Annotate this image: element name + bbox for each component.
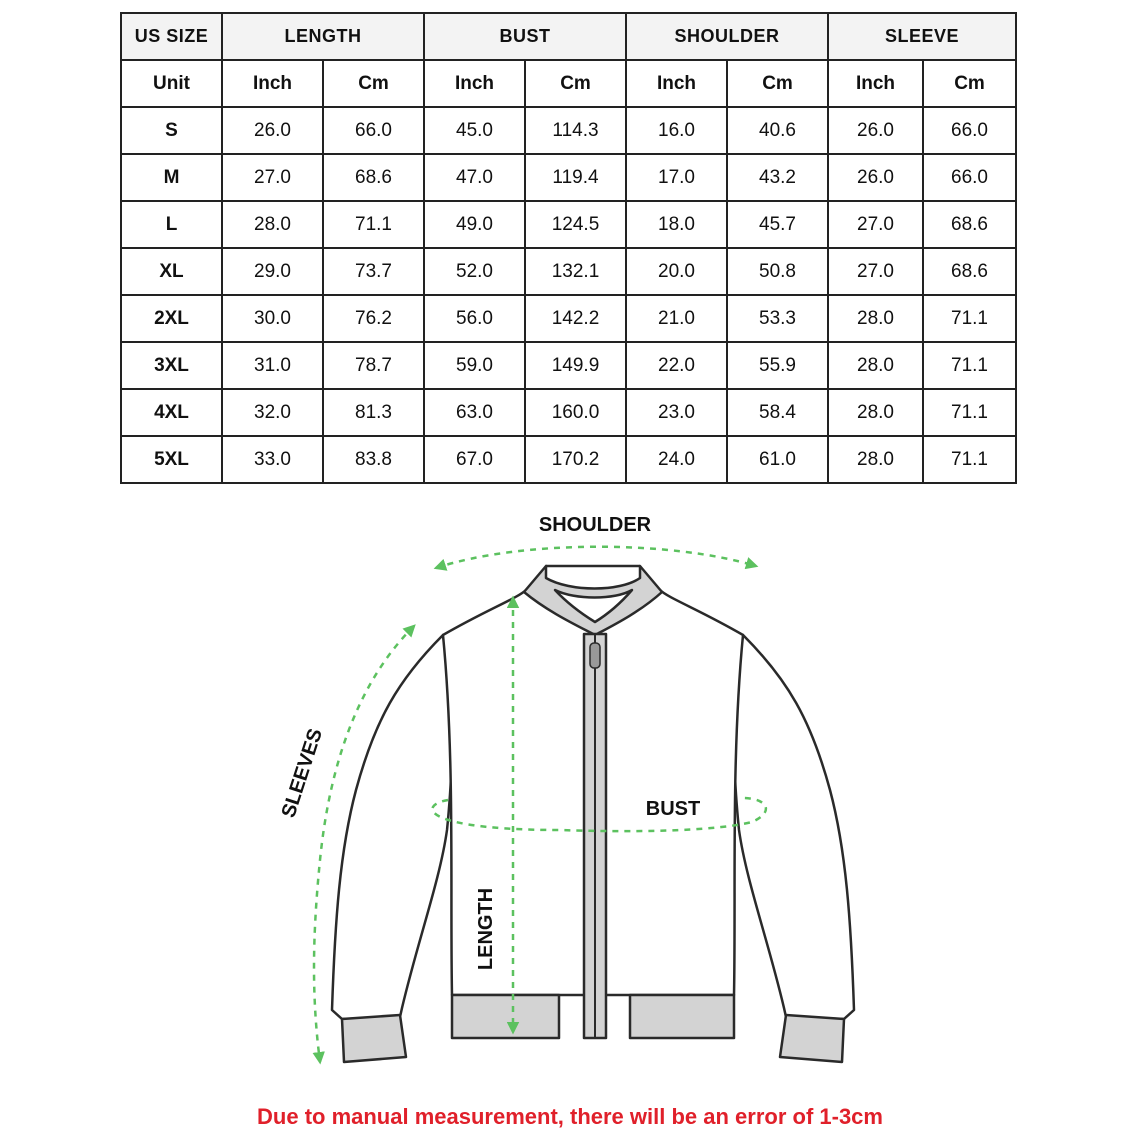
length-label: LENGTH — [475, 887, 497, 971]
size-cell: 4XL — [121, 389, 222, 436]
measurement-cell: 28.0 — [828, 389, 923, 436]
sleeves-label: SLEEVES — [277, 725, 328, 821]
size-cell: 3XL — [121, 342, 222, 389]
measurement-cell: 61.0 — [727, 436, 828, 483]
measurement-cell: 26.0 — [222, 107, 323, 154]
unit-cell: Inch — [222, 60, 323, 107]
measurement-cell: 28.0 — [828, 436, 923, 483]
measurement-cell: 40.6 — [727, 107, 828, 154]
measurement-cell: 66.0 — [923, 154, 1016, 201]
measurement-cell: 27.0 — [828, 201, 923, 248]
measurement-cell: 29.0 — [222, 248, 323, 295]
header-us-size: US SIZE — [121, 13, 222, 60]
unit-cell: Inch — [626, 60, 727, 107]
measurement-cell: 56.0 — [424, 295, 525, 342]
size-cell: S — [121, 107, 222, 154]
measurement-cell: 52.0 — [424, 248, 525, 295]
measurement-cell: 71.1 — [923, 389, 1016, 436]
measurement-cell: 22.0 — [626, 342, 727, 389]
measurement-cell: 32.0 — [222, 389, 323, 436]
measurement-cell: 83.8 — [323, 436, 424, 483]
measurement-cell: 68.6 — [323, 154, 424, 201]
measurement-cell: 27.0 — [222, 154, 323, 201]
bust-label: BUST — [645, 798, 701, 820]
measurement-cell: 63.0 — [424, 389, 525, 436]
header-sleeve: SLEEVE — [828, 13, 1016, 60]
right-sleeve — [734, 635, 854, 1019]
right-cuff — [780, 1015, 844, 1062]
measurement-cell: 17.0 — [626, 154, 727, 201]
size-cell: M — [121, 154, 222, 201]
measurement-cell: 28.0 — [222, 201, 323, 248]
unit-cell: Cm — [525, 60, 626, 107]
measurement-cell: 53.3 — [727, 295, 828, 342]
measurement-cell: 71.1 — [923, 295, 1016, 342]
measurement-cell: 124.5 — [525, 201, 626, 248]
unit-cell: Inch — [424, 60, 525, 107]
measurement-cell: 45.7 — [727, 201, 828, 248]
right-waistband — [630, 995, 734, 1038]
measurement-cell: 76.2 — [323, 295, 424, 342]
measurement-cell: 71.1 — [923, 342, 1016, 389]
measurement-cell: 114.3 — [525, 107, 626, 154]
measurement-cell: 73.7 — [323, 248, 424, 295]
measurement-cell: 50.8 — [727, 248, 828, 295]
measurement-cell: 71.1 — [323, 201, 424, 248]
measurement-cell: 31.0 — [222, 342, 323, 389]
size-cell: XL — [121, 248, 222, 295]
measurement-cell: 26.0 — [828, 107, 923, 154]
left-sleeve — [332, 635, 452, 1019]
size-cell: 2XL — [121, 295, 222, 342]
measurement-cell: 119.4 — [525, 154, 626, 201]
measurement-cell: 58.4 — [727, 389, 828, 436]
measurement-cell: 27.0 — [828, 248, 923, 295]
measurement-cell: 66.0 — [923, 107, 1016, 154]
measurement-cell: 28.0 — [828, 342, 923, 389]
shoulder-label: SHOULDER — [538, 514, 652, 536]
jacket-illustration — [332, 566, 854, 1062]
measurement-cell: 71.1 — [923, 436, 1016, 483]
size-cell: 5XL — [121, 436, 222, 483]
measurement-error-note: Due to manual measurement, there will be an error of 1-3cm — [257, 1104, 883, 1129]
header-bust: BUST — [424, 13, 626, 60]
header-shoulder: SHOULDER — [626, 13, 828, 60]
measurement-cell: 24.0 — [626, 436, 727, 483]
measurement-cell: 142.2 — [525, 295, 626, 342]
measurement-cell: 45.0 — [424, 107, 525, 154]
measurement-cell: 16.0 — [626, 107, 727, 154]
unit-label: Unit — [121, 60, 222, 107]
measurement-cell: 47.0 — [424, 154, 525, 201]
measurement-cell: 23.0 — [626, 389, 727, 436]
measurement-cell: 28.0 — [828, 295, 923, 342]
measurement-cell: 26.0 — [828, 154, 923, 201]
measurement-cell: 20.0 — [626, 248, 727, 295]
measurement-cell: 78.7 — [323, 342, 424, 389]
measurement-cell: 160.0 — [525, 389, 626, 436]
unit-cell: Cm — [727, 60, 828, 107]
measurement-cell: 55.9 — [727, 342, 828, 389]
measurement-cell: 68.6 — [923, 248, 1016, 295]
measurement-cell: 43.2 — [727, 154, 828, 201]
measurement-cell: 67.0 — [424, 436, 525, 483]
unit-cell: Inch — [828, 60, 923, 107]
measurement-cell: 81.3 — [323, 389, 424, 436]
measurement-cell: 66.0 — [323, 107, 424, 154]
zipper-pull — [590, 643, 600, 668]
size-cell: L — [121, 201, 222, 248]
measurement-cell: 49.0 — [424, 201, 525, 248]
unit-cell: Cm — [323, 60, 424, 107]
measurement-cell: 33.0 — [222, 436, 323, 483]
measurement-cell: 59.0 — [424, 342, 525, 389]
measurement-cell: 149.9 — [525, 342, 626, 389]
measurement-cell: 170.2 — [525, 436, 626, 483]
unit-cell: Cm — [923, 60, 1016, 107]
measurement-cell: 18.0 — [626, 201, 727, 248]
left-waistband — [452, 995, 559, 1038]
measurement-cell: 68.6 — [923, 201, 1016, 248]
measurement-cell: 132.1 — [525, 248, 626, 295]
measurement-cell: 30.0 — [222, 295, 323, 342]
measurement-cell: 21.0 — [626, 295, 727, 342]
left-cuff — [342, 1015, 406, 1062]
header-length: LENGTH — [222, 13, 424, 60]
